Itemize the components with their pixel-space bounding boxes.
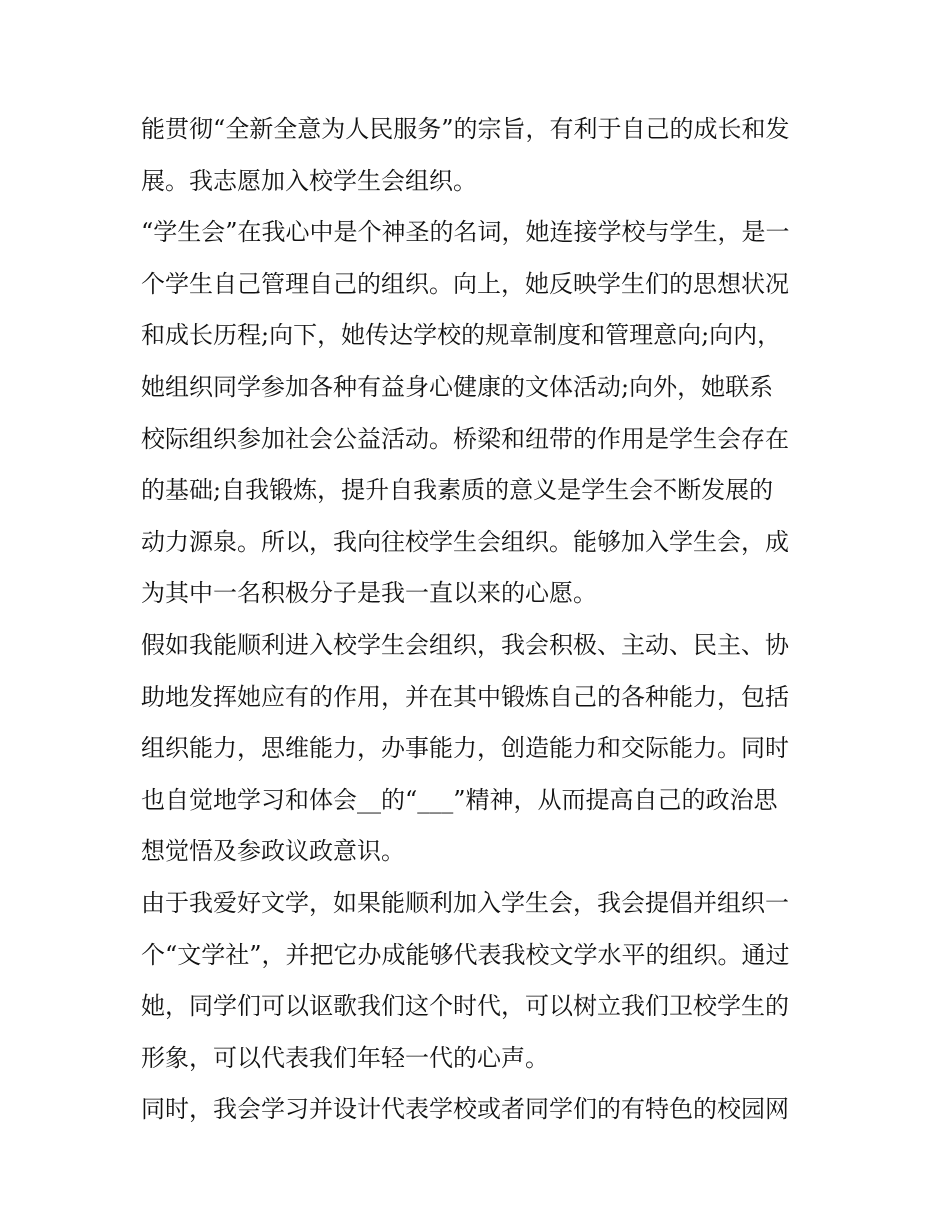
text-line: 能贯彻“全新全意为人民服务”的宗旨，有利于自己的成长和发 [141, 115, 790, 143]
text-line: 的基础;自我锻炼，提升自我素质的意义是学生会不断发展的 [141, 476, 774, 505]
text-line: “学生会”在我心中是个神圣的名词，她连接学校与学生，是一 [141, 218, 790, 247]
text-line: 为其中一名积极分子是我一直以来的心愿。 [141, 579, 597, 608]
text-line: 展。我志愿加入校学生会组织。 [141, 166, 477, 195]
text-line: 和成长历程;向下，她传达学校的规章制度和管理意向;向内， [141, 321, 782, 350]
text-line: 她，同学们可以讴歌我们这个时代，可以树立我们卫校学生的 [141, 992, 789, 1021]
text-line: 组织能力，思维能力，办事能力，创造能力和交际能力。同时 [141, 734, 789, 763]
document-body [141, 104, 813, 1136]
text-line: 假如我能顺利进入校学生会组织，我会积极、主动、民主、协 [141, 630, 789, 659]
text-line: 同时，我会学习并设计代表学校或者同学们的有特色的校园网 [141, 1095, 789, 1124]
text-line: 形象，可以代表我们年轻一代的心声。 [141, 1043, 549, 1072]
text-line: 由于我爱好文学，如果能顺利加入学生会，我会提倡并组织一 [141, 888, 789, 917]
text-line: 助地发挥她应有的作用，并在其中锻炼自己的各种能力，包括 [141, 682, 789, 711]
text-line: 想觉悟及参政议政意识。 [141, 837, 405, 866]
text-line: 她组织同学参加各种有益身心健康的文体活动;向外，她联系 [141, 372, 774, 401]
text-line: 动力源泉。所以，我向往校学生会组织。能够加入学生会，成 [141, 527, 789, 556]
text-line: 校际组织参加社会公益活动。桥梁和纽带的作用是学生会存在 [141, 424, 789, 453]
text-line: 个“文学社”，并把它办成能够代表我校文学水平的组织。通过 [141, 940, 790, 969]
text-line: 也自觉地学习和体会__的“___”精神，从而提高自己的政治思 [141, 785, 778, 814]
text-line: 个学生自己管理自己的组织。向上，她反映学生们的思想状况 [141, 269, 789, 298]
